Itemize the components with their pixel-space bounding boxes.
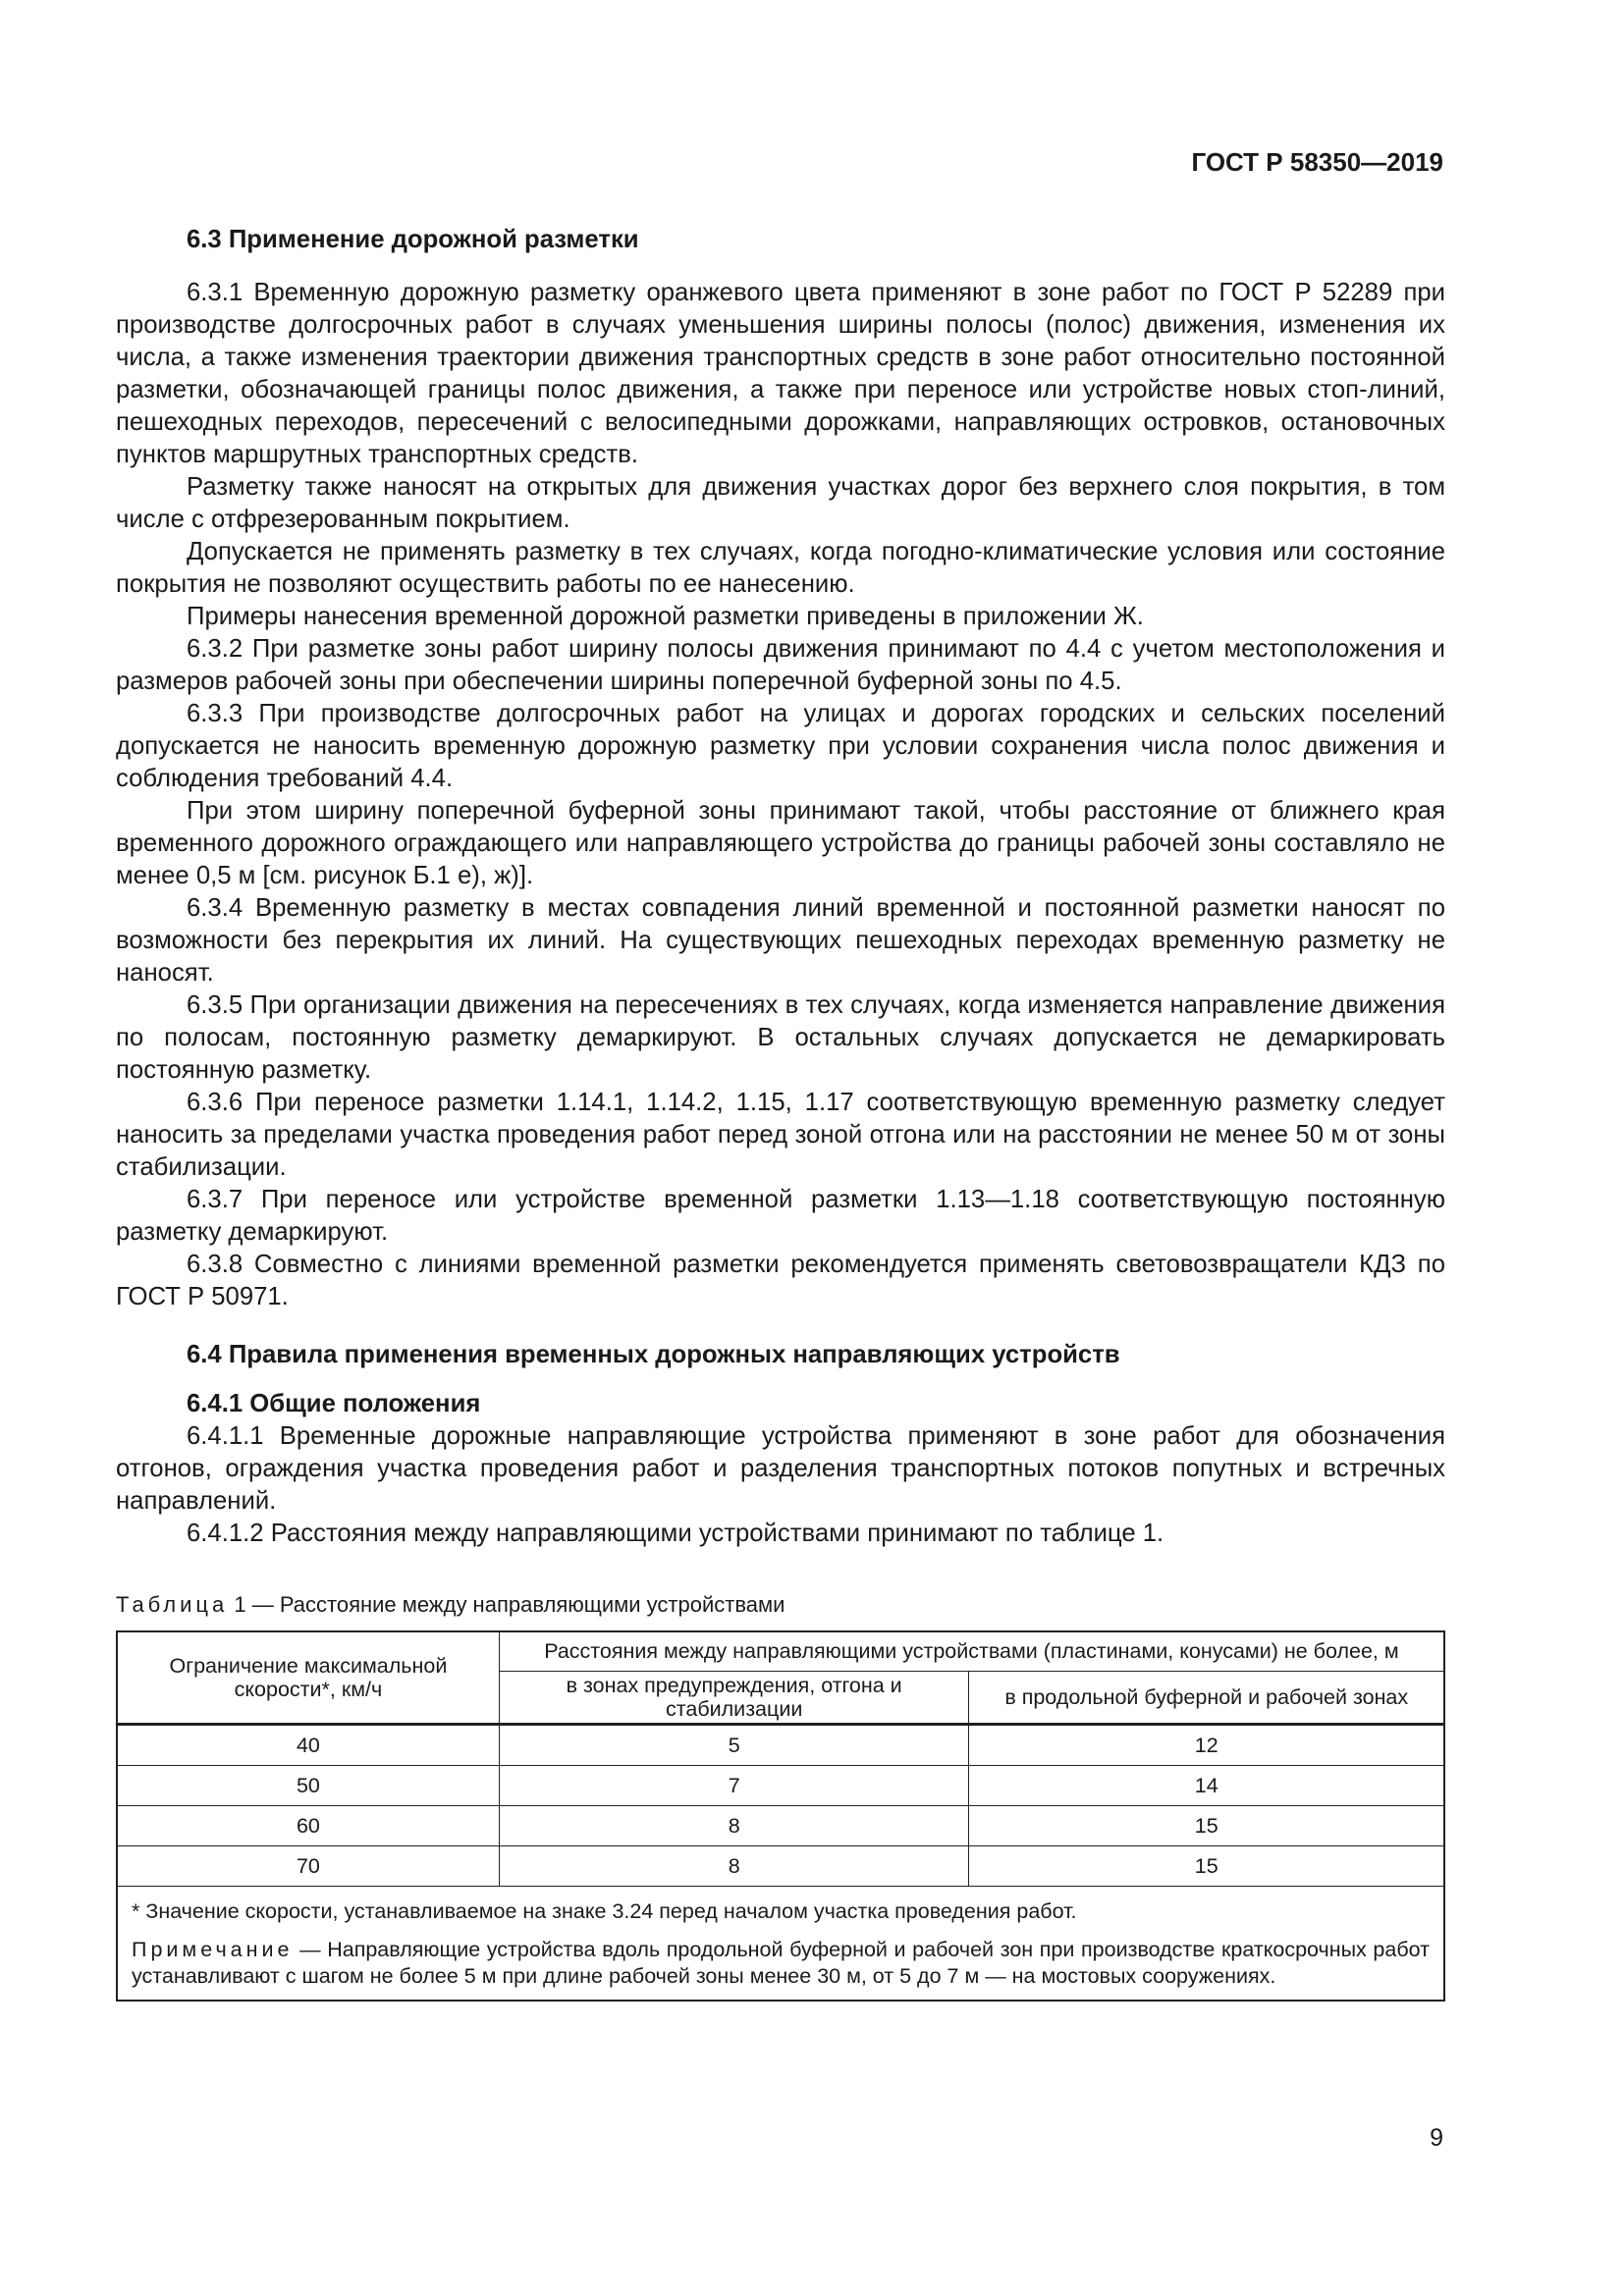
cell-buffer-distance: 14 [969, 1765, 1444, 1805]
cell-warning-distance: 8 [499, 1845, 969, 1886]
page-number: 9 [1430, 2124, 1443, 2152]
section-heading-6-3: 6.3 Применение дорожной разметки [187, 226, 639, 253]
paragraph-6-3-1-c: Допускается не применять разметку в тех случаях, когда погодно-климатические условия или состояние покрытия не позволяют осуществить работы по ее нанесению. [116, 538, 1445, 598]
table-caption [116, 1591, 1445, 1619]
cell-speed: 50 [117, 1765, 499, 1805]
subsection-heading-6-4-1: 6.4.1 Общие положения [187, 1390, 481, 1417]
cell-buffer-distance: 15 [969, 1805, 1444, 1845]
cell-speed: 60 [117, 1805, 499, 1845]
document-code: ГОСТ Р 58350—2019 [1191, 147, 1443, 177]
table-row [117, 1724, 1444, 1765]
paragraph-6-3-2: 6.3.2 При разметке зоны работ ширину полосы движения принимают по 4.4 с учетом местоположения и размеров рабочей зоны при обеспечении ширины поперечной буферной зоны по 4.5. [116, 635, 1445, 695]
cell-warning-distance: 8 [499, 1805, 969, 1845]
paragraph-6-3-3-b: При этом ширину поперечной буферной зоны принимают такой, чтобы расстояние от ближнего края временного дорожного ограждающего или направляющего устройства до границы рабочей зоны составляло не менее 0,5 м [см. рисунок Б.1 е), ж)]. [116, 797, 1445, 889]
header-buffer-zones: в продольной буферной и рабочей зонах [969, 1671, 1444, 1724]
cell-warning-distance: 7 [499, 1765, 969, 1805]
table-caption-title: 1 — Расстояние между направляющими устройствами [228, 1592, 785, 1617]
table-caption-label: Таблица [116, 1592, 229, 1617]
paragraph-6-3-6: 6.3.6 При переносе разметки 1.14.1, 1.14.2, 1.15, 1.17 соответствующую временную разметку следует наносить за пределами участка проведения работ перед зоной отгона или на расстоянии не менее 50 м от зоны стабилизации. [116, 1089, 1445, 1181]
table-row [117, 1805, 1444, 1845]
paragraph-6-3-1-b: Разметку также наносят на открытых для движения участках дорог без верхнего слоя покрытия, в том числе с отфрезерованным покрытием. [116, 473, 1445, 533]
cell-warning-distance: 5 [499, 1724, 969, 1765]
header-distances-group: Расстояния между направляющими устройствами (пластинами, конусами) не более, м [499, 1631, 1444, 1671]
section-heading-6-4: 6.4 Правила применения временных дорожных направляющих устройств [187, 1341, 1120, 1368]
header-warning-zones: в зонах предупреждения, отгона и стабилизации [499, 1671, 969, 1724]
paragraph-6-3-4: 6.3.4 Временную разметку в местах совпадения линий временной и постоянной разметки наносят по возможности без перекрытия их линий. На существующих пешеходных переходах временную разметку не наносят. [116, 894, 1445, 987]
paragraph-6-3-5: 6.3.5 При организации движения на пересечениях в тех случаях, когда изменяется направление движения по полосам, постоянную разметку демаркируют. В остальных случаях допускается не демаркировать постоянную разметку. [116, 991, 1445, 1084]
table-footnote: * Значение скорости, устанавливаемое на знаке 3.24 перед началом участка проведения работ. [132, 1898, 1077, 1923]
paragraph-6-3-1-d: Примеры нанесения временной дорожной разметки приведены в приложении Ж. [187, 603, 1144, 630]
paragraph-6-3-7: 6.3.7 При переносе или устройстве временной разметки 1.13—1.18 соответствующую постоянную разметку демаркируют. [116, 1186, 1445, 1246]
table-footer [117, 1886, 1444, 2001]
paragraph-6-4-1-1: 6.4.1.1 Временные дорожные направляющие устройства применяют в зоне работ для обозначения отгонов, ограждения участка проведения работ и разделения транспортных потоков попутных и встречных направлений. [116, 1422, 1445, 1515]
table-row [117, 1845, 1444, 1886]
paragraph-6-3-1: 6.3.1 Временную дорожную разметку оранжевого цвета применяют в зоне работ по ГОСТ Р 52289 при производстве долгосрочных работ в случаях уменьшения ширины полосы (полос) движения, изменения их числа, а также изменения траектории движения транспортных средств в зоне работ относительно постоянной разметки, обозначающей границы полос движения, а также при переносе или устройстве новых стоп-линий, пешеходных переходов, пересечений с велосипедными дорожками, направляющих островков, остановочных пунктов маршрутных транспортных средств. [116, 279, 1445, 468]
table-row [117, 1765, 1444, 1805]
cell-speed: 40 [117, 1724, 499, 1765]
paragraph-6-4-1-2: 6.4.1.2 Расстояния между направляющими устройствами принимают по таблице 1. [187, 1520, 1164, 1547]
cell-buffer-distance: 12 [969, 1724, 1444, 1765]
paragraph-6-3-3: 6.3.3 При производстве долгосрочных работ на улицах и дорогах городских и сельских поселений допускается не наносить временную дорожную разметку при условии сохранения числа полос движения и соблюдения требований 4.4. [116, 700, 1445, 792]
table-note-label: Примечание [132, 1937, 294, 1961]
distance-table [116, 1630, 1445, 2002]
table-note-text: — Направляющие устройства вдоль продольной буферной и рабочей зон при производстве краткосрочных работ устанавливают с шагом не более 5 м при длине рабочей зоны менее 30 м, от 5 до 7 м — на мостовых сооружениях. [132, 1937, 1430, 1988]
header-speed-limit: Ограничение максимальной скорости*, км/ч [117, 1631, 499, 1724]
page-body [116, 224, 1445, 2002]
cell-buffer-distance: 15 [969, 1845, 1444, 1886]
table-note [132, 1937, 1430, 1990]
cell-speed: 70 [117, 1845, 499, 1886]
paragraph-6-3-8: 6.3.8 Совместно с линиями временной разметки рекомендуется применять световозвращатели КДЗ по ГОСТ Р 50971. [116, 1251, 1445, 1310]
